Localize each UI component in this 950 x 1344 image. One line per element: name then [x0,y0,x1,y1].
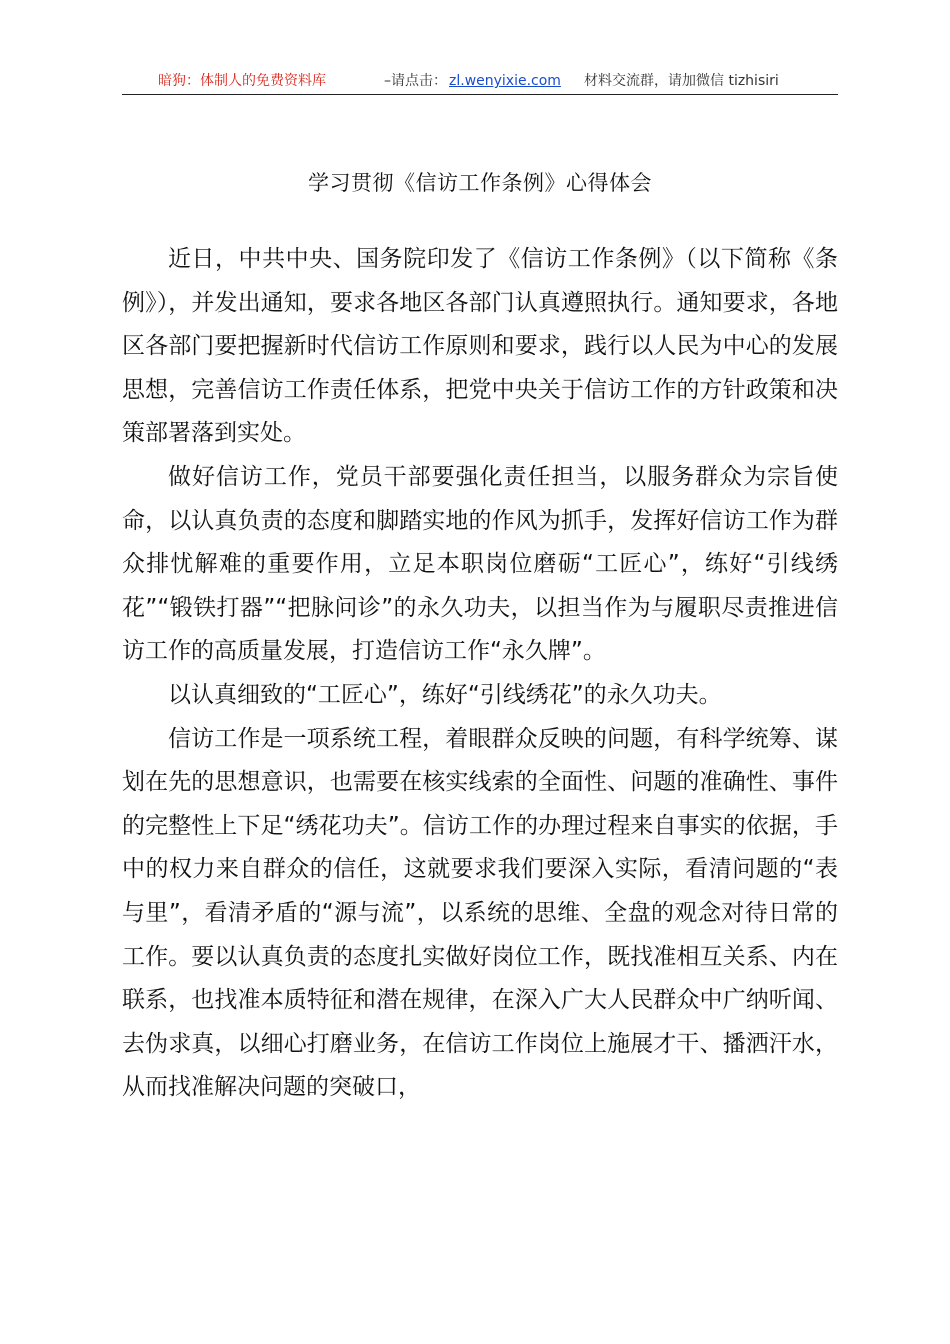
document-title: 学习贯彻《信访工作条例》心得体会 [308,171,652,195]
document-body [122,238,838,1110]
paragraph-1: 近日，中共中央、国务院印发了《信访工作条例》（以下简称《条例》），并发出通知，要求各地区各部门认真遵照执行。通知要求，各地区各部门要把握新时代信访工作原则和要求，践行以人民为中心的发展思想，完善信访工作责任体系，把党中央关于信访工作的方针政策和决策部署落到实处。 [122,246,838,447]
page-header [122,68,838,95]
paragraph-3: 以认真细致的“工匠心”，练好“引线绣花”的永久功夫。 [168,681,722,708]
header-url-link[interactable]: zl.wenyixie.com [449,73,561,89]
paragraph-4: 信访工作是一项系统工程，着眼群众反映的问题，有科学统筹、谋划在先的思想意识，也需要在核实线索的全面性、问题的准确性、事件的完整性上下足“绣花功夫”。信访工作的办理过程来自事实的依据，手中的权力来自群众的信任，这就要求我们要深入实际，看清问题的“表与里”，看清矛盾的“源与流”，以系统的思维、全盘的观念对待日常的工作。要以认真负责的态度扎实做好岗位工作，既找准相互关系、内在联系，也找准本质特征和潜在规律，在深入广大人民群众中广纳听闻、去伪求真，以细心打磨业务，在信访工作岗位上施展才干、播洒汗水，从而找准解决问题的突破口， [122,725,838,1101]
header-brand: 暗狗：体制人的免费资料库 [158,73,326,89]
header-group-text: 材料交流群，请加微信 tizhisiri [584,73,779,89]
paragraph-2: 做好信访工作，党员干部要强化责任担当，以服务群众为宗旨使命，以认真负责的态度和脚踏实地的作风为抓手，发挥好信访工作为群众排忧解难的重要作用，立足本职岗位磨砺“工匠心”，练好“引线绣花”“锻铁打器”“把脉问诊”的永久功夫，以担当作为与履职尽责推进信访工作的高质量发展，打造信访工作“永久牌”。 [122,463,838,665]
header-click-prompt: –请点击： [384,73,447,89]
